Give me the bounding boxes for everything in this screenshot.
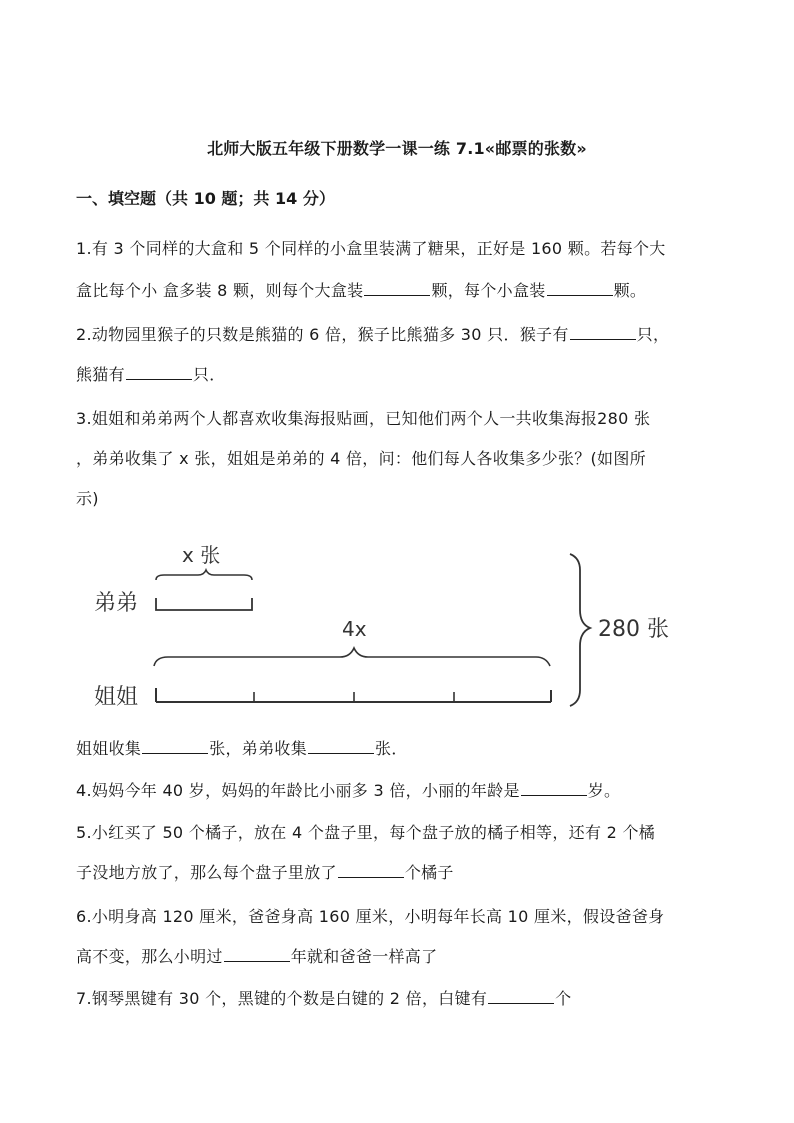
q3-text-a: 姐姐收集 <box>76 739 142 758</box>
total-label: 280 张 <box>598 617 669 642</box>
total-brace <box>570 554 590 706</box>
q5-blank-oranges[interactable] <box>338 863 404 878</box>
q1-text-b: 颗，每个小盒装 <box>431 281 546 300</box>
brother-label: 弟弟 <box>94 591 139 616</box>
q3-line-2: ，弟弟收集了 x 张，姐姐是弟弟的 4 倍，问：他们每人各收集多少张？(如图所 <box>76 449 646 468</box>
fourx-label: 4x <box>342 617 367 641</box>
q5-line-2 <box>76 860 454 883</box>
section-heading: 一、填空题（共 10 题；共 14 分） <box>76 189 335 208</box>
q5-line-1: 5.小红买了 50 个橘子，放在 4 个盘子里，每个盘子放的橘子相等，还有 2 个橘 <box>76 823 656 842</box>
q2-text-a: 2.动物园里猴子的只数是熊猫的 6 倍，猴子比熊猫多 30 只．猴子有 <box>76 325 569 344</box>
q3-blank-brother[interactable] <box>308 739 374 754</box>
q3-text-c: 张． <box>375 739 408 758</box>
q3-blank-sister[interactable] <box>142 739 208 754</box>
q6-text-a: 高不变，那么小明过 <box>76 947 223 966</box>
q4-text-a: 4.妈妈今年 40 岁，妈妈的年龄比小丽多 3 倍，小丽的年龄是 <box>76 781 520 800</box>
q4-blank-age[interactable] <box>521 781 587 796</box>
q7-line <box>76 986 571 1009</box>
brother-bar <box>156 598 252 610</box>
sister-label: 姐姐 <box>94 685 139 710</box>
q3-line-3: 示) <box>76 489 99 508</box>
q5-text-b: 个橘子 <box>404 863 454 882</box>
x-label: x 张 <box>182 543 221 567</box>
q2-line-1 <box>76 322 669 345</box>
q3-line-1: 3.姐姐和弟弟两个人都喜欢收集海报贴画，已知他们两个人一共收集海报280 张 <box>76 409 651 428</box>
q7-blank-white-keys[interactable] <box>488 989 554 1004</box>
q5-text-a: 子没地方放了，那么每个盘子里放了 <box>76 863 337 882</box>
q1-text-c: 颗。 <box>613 281 647 300</box>
q1-text-a: 盒比每个小 盒多装 8 颗，则每个大盒装 <box>76 281 364 300</box>
q1-line-2 <box>76 278 646 301</box>
q7-text-b: 个 <box>555 989 572 1008</box>
q3-text-b: 张，弟弟收集 <box>209 739 308 758</box>
q1-blank-big-box[interactable] <box>364 281 430 296</box>
q1-blank-small-box[interactable] <box>547 281 613 296</box>
q6-blank-years[interactable] <box>224 947 290 962</box>
q6-text-b: 年就和爸爸一样高了 <box>290 947 438 966</box>
q2-text-d: 只． <box>192 365 226 384</box>
q4-line <box>76 778 620 801</box>
q3-answer-line <box>76 736 408 759</box>
q6-line-1: 6.小明身高 120 厘米，爸爸身高 160 厘米，小明每年长高 10 厘米，假设爸爸身 <box>76 907 665 926</box>
q2-text-c: 熊猫有 <box>76 365 125 384</box>
q2-blank-pandas[interactable] <box>126 365 192 380</box>
q4-text-b: 岁。 <box>587 781 621 800</box>
q2-line-2 <box>76 362 226 385</box>
q2-text-b: 只， <box>636 325 670 344</box>
q1-line-1: 1.有 3 个同样的大盒和 5 个同样的小盒里装满了糖果，正好是 160 颗。若每个大 <box>76 239 666 258</box>
q6-line-2 <box>76 944 437 967</box>
sister-brace <box>154 648 550 666</box>
brother-brace <box>156 570 252 580</box>
q2-blank-monkeys[interactable] <box>570 325 636 340</box>
line-segment-diagram <box>76 530 716 720</box>
page-title: 北师大版五年级下册数学一课一练 7.1«邮票的张数» <box>207 139 587 158</box>
q7-text-a: 7.钢琴黑键有 30 个，黑键的个数是白键的 2 倍，白键有 <box>76 989 488 1008</box>
